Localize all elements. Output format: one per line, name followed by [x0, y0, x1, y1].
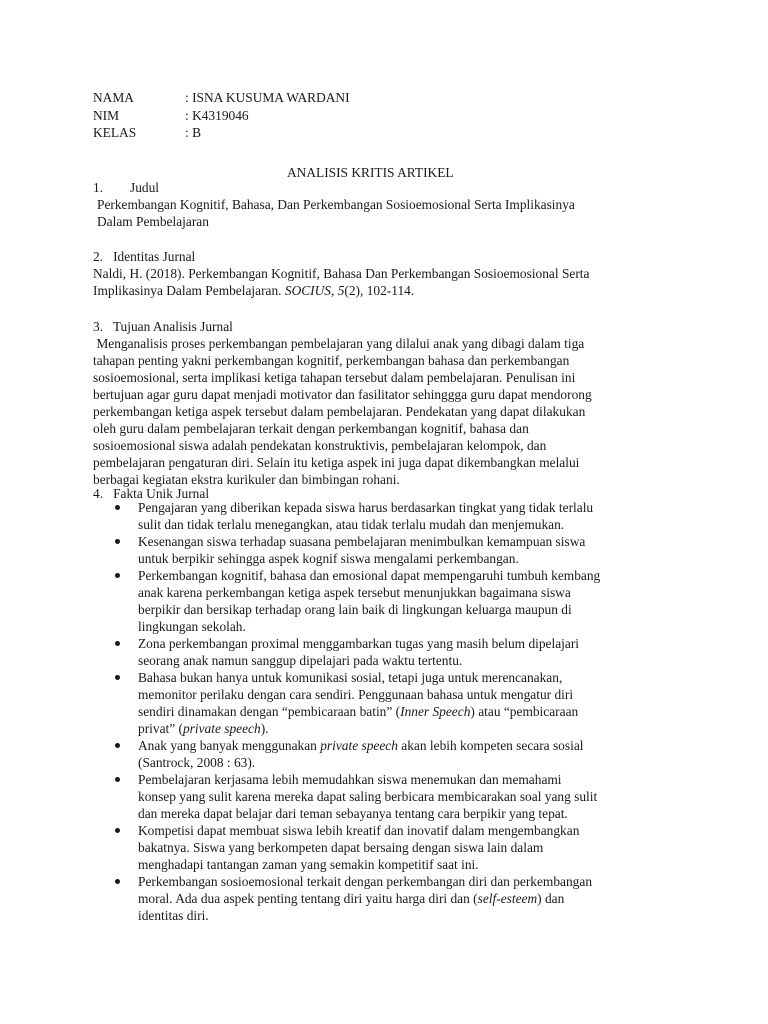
bullet-icon	[115, 879, 120, 884]
citation-text: ,	[331, 283, 338, 298]
list-item-line: Kesenangan siswa terhadap suasana pembelajaran menimbulkan kemampuan siswa	[138, 534, 586, 549]
paragraph-line: Menganalisis proses perkembangan pembelajaran yang dilalui anak yang dibagi dalam tiga	[93, 336, 585, 351]
section1-number: 1.	[93, 180, 104, 195]
list-item	[93, 822, 683, 873]
list-item-line: Perkembangan sosioemosional terkait dengan perkembangan diri dan perkembangan	[138, 874, 593, 889]
list-item-line	[138, 720, 683, 737]
citation-text: (2), 102-114.	[344, 283, 415, 298]
list-item-line: Kompetisi dapat membuat siswa lebih kreatif dan inovatif dalam mengembangkan	[138, 823, 580, 838]
section2-heading: 2. Identitas Jurnal	[93, 249, 196, 264]
list-item-line: konsep yang sulit karena mereka dapat saling berbicara membicarakan soal yang sulit	[138, 789, 598, 804]
bullet-icon	[115, 828, 120, 833]
list-item	[93, 533, 683, 567]
paragraph-line: perkembangan ketiga aspek tersebut dalam pembelajaran. Pendekatan yang dapat dilakukan	[93, 404, 586, 419]
nim-label: NIM	[93, 108, 120, 123]
bullet-icon	[115, 675, 120, 680]
list-item-line: berpikir dan bersikap terhadap orang lain baik di lingkungan keluarga maupun di	[138, 602, 572, 617]
kelas-label: KELAS	[93, 125, 137, 140]
paragraph-line: pembelajaran pengaturan diri. Selain itu ketiga aspek ini juga dapat dikembangkan melalui	[93, 455, 580, 470]
list-item-text: ) dan	[537, 891, 565, 906]
paragraph-line: bertujuan agar guru dapat menjadi motivator dan fasilitator sehinggga guru dapat mendorong	[93, 387, 592, 402]
list-item	[93, 669, 683, 737]
fact-list	[93, 499, 683, 924]
nama-label: NAMA	[93, 90, 134, 105]
list-item-line: Pengajaran yang diberikan kepada siswa harus berdasarkan tingkat yang tidak terlalu	[138, 500, 594, 515]
list-item-text: ).	[260, 721, 269, 736]
section1-line: Dalam Pembelajaran	[97, 214, 209, 229]
bullet-icon	[115, 573, 120, 578]
section3-heading: 3. Tujuan Analisis Jurnal	[93, 319, 233, 334]
paragraph-line: sosioemosional, serta implikasi ketiga tahapan tersebut dalam pembelajaran. Penulisan ini	[93, 370, 576, 385]
list-item-line: Bahasa bukan hanya untuk komunikasi sosial, tetapi juga untuk merencanakan,	[138, 670, 563, 685]
paragraph-line: berbagai kegiatan ekstra kurikuler dan bimbingan rohani.	[93, 472, 400, 487]
list-item-line: Perkembangan kognitif, bahasa dan emosional dapat mempengaruhi tumbuh kembang	[138, 568, 601, 583]
section1-heading: Judul	[130, 180, 160, 195]
bullet-icon	[115, 777, 120, 782]
list-item-text: ) atau “pembicaraan	[470, 704, 579, 719]
list-item-text: privat” (	[138, 721, 183, 736]
list-item-term: Inner Speech	[400, 704, 471, 719]
list-item-line: Pembelajaran kerjasama lebih memudahkan siswa menemukan dan memahami	[138, 772, 562, 787]
section3-paragraph	[93, 335, 683, 488]
journal-volume: 5	[337, 283, 345, 298]
journal-name: SOCIUS	[284, 283, 331, 298]
list-item-term: private speech	[320, 738, 398, 753]
document-title: ANALISIS KRITIS ARTIKEL	[287, 165, 454, 180]
paragraph-line: sosioemosional siswa adalah pendekatan konstruktivis, pembelajaran kelompok, dan	[93, 438, 547, 453]
section4-heading: 4. Fakta Unik Jurnal	[93, 486, 210, 501]
list-item-line: menghadapi tantangan zaman yang semakin kompetitif saat ini.	[138, 857, 479, 872]
list-item-line: bakatnya. Siswa yang berkompeten dapat bersaing dengan siswa lain dalam	[138, 840, 544, 855]
list-item	[93, 635, 683, 669]
list-item-text: Anak yang banyak menggunakan	[138, 738, 321, 753]
list-item	[93, 771, 683, 822]
list-item-line	[138, 890, 683, 907]
list-item-line: sulit dan tidak terlalu menegangkan, atau tidak terlalu mudah dan menjemukan.	[138, 517, 565, 532]
list-item-text: moral. Ada dua aspek penting tentang diri yaitu harga diri dan (	[138, 891, 478, 906]
list-item	[93, 873, 683, 924]
nim-value: : K4319046	[185, 108, 249, 123]
list-item-text: akan lebih kompeten secara sosial	[397, 738, 584, 753]
bullet-icon	[115, 641, 120, 646]
section1-line: Perkembangan Kognitif, Bahasa, Dan Perkembangan Sosioemosional Serta Implikasinya	[97, 197, 575, 212]
list-item	[93, 737, 683, 771]
list-item-line	[138, 703, 683, 720]
list-item-line	[138, 737, 683, 754]
list-item-line: lingkungan sekolah.	[138, 619, 246, 634]
list-item-line: untuk berpikir sehingga aspek kognif siswa mengalami perkembangan.	[138, 551, 519, 566]
list-item-line: anak karena perkembangan ketiga aspek tersebut menunjukkan bagaimana siswa	[138, 585, 571, 600]
bullet-icon	[115, 539, 120, 544]
citation-text: Implikasinya Dalam Pembelajaran.	[93, 283, 285, 298]
list-item-line: seorang anak namun sanggup dipelajari pada waktu tertentu.	[138, 653, 463, 668]
list-item	[93, 499, 683, 533]
list-item-text: sendiri dinamakan dengan “pembicaraan batin” (	[138, 704, 401, 719]
list-item-line: dan mereka dapat belajar dari teman sebayanya tentang cara berpikir yang tepat.	[138, 806, 568, 821]
list-item-line: (Santrock, 2008 : 63).	[138, 755, 256, 770]
list-item	[93, 567, 683, 635]
kelas-value: : B	[185, 125, 201, 140]
bullet-icon	[115, 743, 120, 748]
paragraph-line: oleh guru dalam pembelajaran terkait dengan perkembangan kognitif, bahasa dan	[93, 421, 529, 436]
list-item-term: private speech	[182, 721, 261, 736]
list-item-line: memonitor perilaku dengan cara sendiri. Penggunaan bahasa untuk mengatur diri	[138, 687, 574, 702]
list-item-line: Zona perkembangan proximal menggambarkan tugas yang masih belum dipelajari	[138, 636, 580, 651]
citation-line	[93, 282, 414, 299]
nama-value: : ISNA KUSUMA WARDANI	[185, 90, 350, 105]
paragraph-line: tahapan penting yakni perkembangan kognitif, perkembangan bahasa dan perkembangan	[93, 353, 570, 368]
list-item-line: identitas diri.	[138, 908, 209, 923]
list-item-term: self-esteem	[477, 891, 538, 906]
bullet-icon	[115, 505, 120, 510]
citation-line: Naldi, H. (2018). Perkembangan Kognitif, Bahasa Dan Perkembangan Sosioemosional Serta	[93, 266, 590, 281]
